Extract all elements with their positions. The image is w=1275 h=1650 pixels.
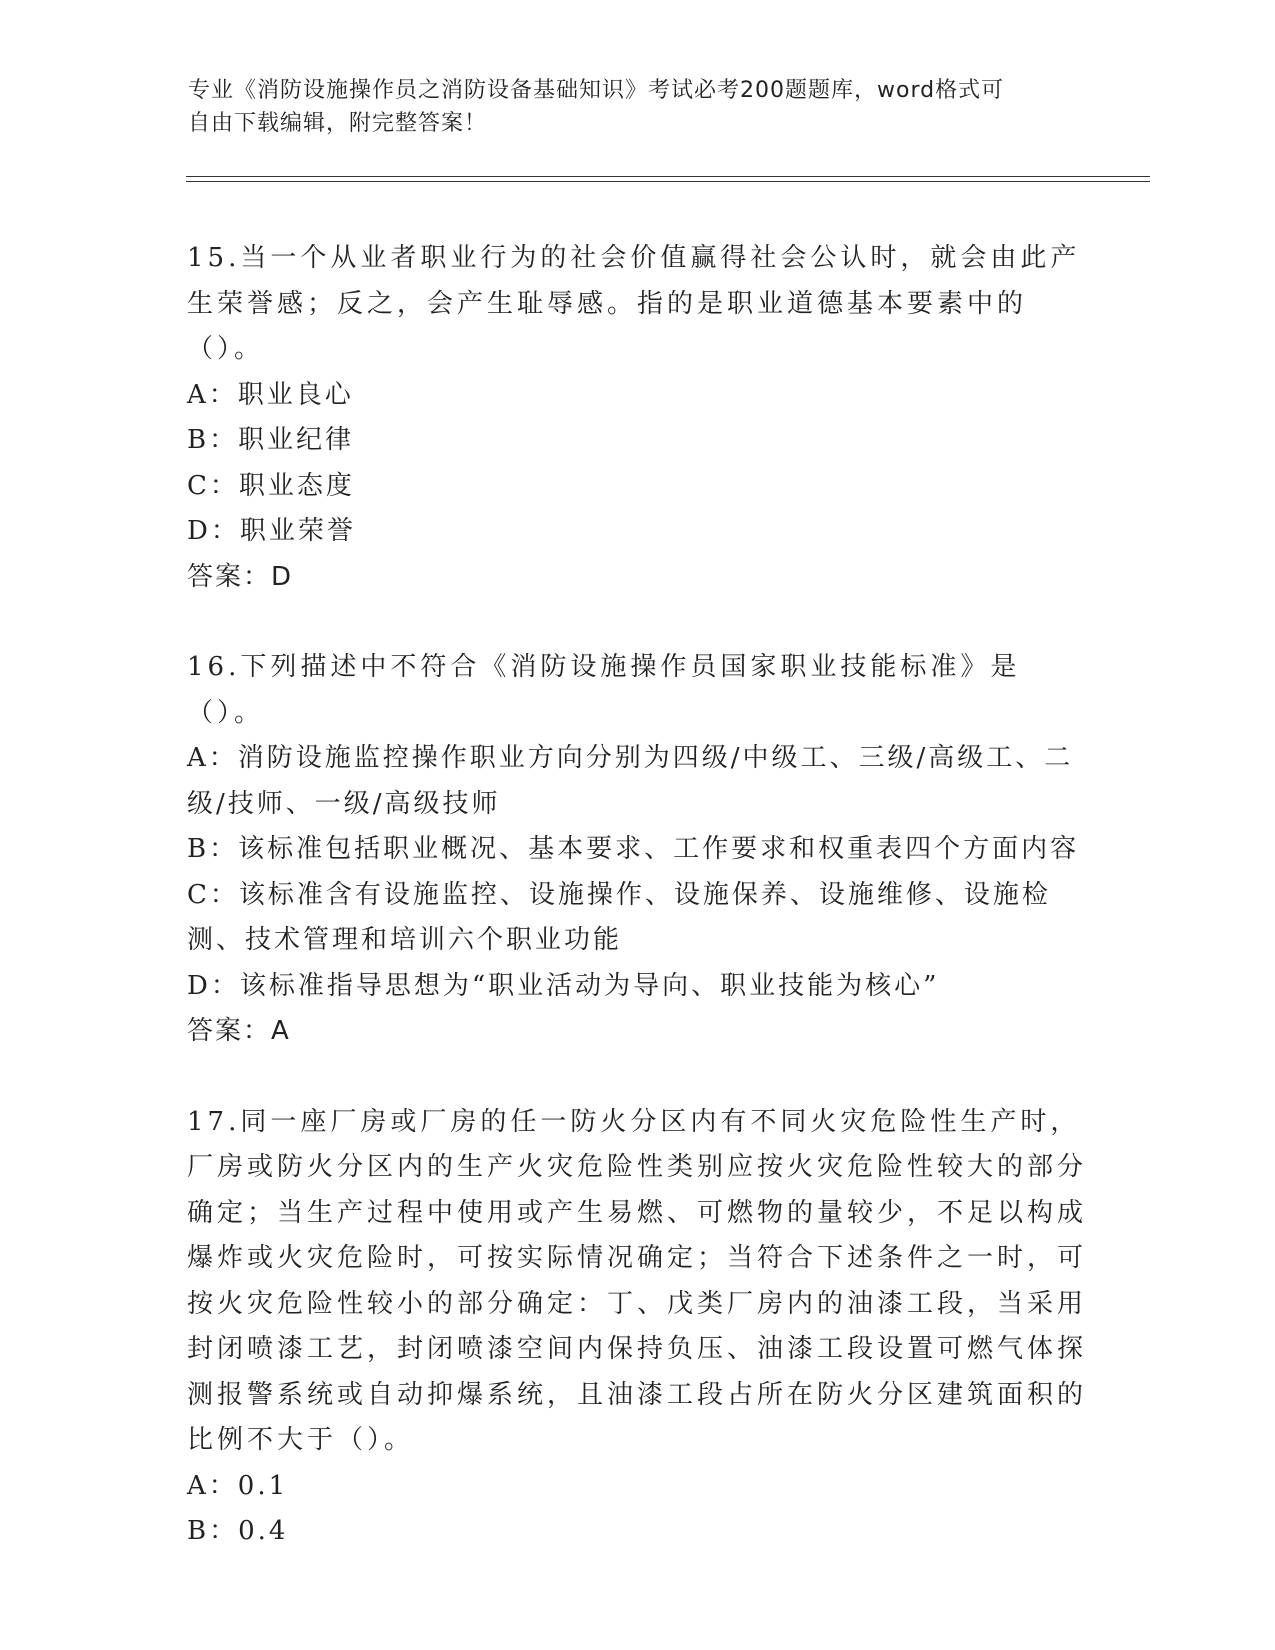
option-a: A：0.1 xyxy=(187,1470,289,1501)
question-text: 17.同一座厂房或厂房的任一防火分区内有不同火灾危险性生产时，厂房或防火分区内的生产火灾危险性类别应按火灾危险性较大的部分确定；当生产过程中使用或产生易燃、可燃物的量较少，不足以构成爆炸或火灾危险时，可按实际情况确定；当符合下述条件之一时，可按火灾危险性较小的部分确定：丁、戊类厂房内的油漆工段，当采用封闭喷漆工艺，封闭喷漆空间内保持负压、油漆工段设置可燃气体探测报警系统或自动抑爆系统，且油漆工段占所在防火分区建筑面积的比例不大于（）。 xyxy=(187,1106,1088,1455)
answer: 答案：A xyxy=(187,1016,291,1046)
question-17 xyxy=(187,1100,1087,1555)
document-header xyxy=(188,74,1068,140)
answer: 答案：D xyxy=(187,561,294,592)
header-line-1: 专业《消防设施操作员之消防设备基础知识》考试必考200题题库，word格式可 xyxy=(188,78,1005,103)
option-b: B：该标准包括职业概况、基本要求、工作要求和权重表四个方面内容 xyxy=(187,834,1080,864)
question-text: 16.下列描述中不符合《消防设施操作员国家职业技能标准》是（）。 xyxy=(187,652,1021,728)
option-d: D：该标准指导思想为“职业活动为导向、职业技能为核心” xyxy=(187,970,940,1001)
option-c: C：该标准含有设施监控、设施操作、设施保养、设施维修、设施检测、技术管理和培训六个职业功能 xyxy=(187,879,1051,955)
header-line-2: 自由下载编辑，附完整答案！ xyxy=(188,111,488,136)
question-15 xyxy=(187,236,1087,600)
option-c: C：职业态度 xyxy=(187,470,355,501)
question-list xyxy=(187,236,1087,1600)
option-a: A：职业良心 xyxy=(187,379,354,410)
header-divider-top xyxy=(186,176,1150,177)
question-16 xyxy=(187,645,1087,1055)
option-b: B：0.4 xyxy=(187,1516,289,1546)
option-a: A：消防设施监控操作职业方向分别为四级/中级工、三级/高级工、二级/技师、一级/高级技师 xyxy=(187,743,1074,819)
option-b: B：职业纪律 xyxy=(187,425,355,455)
option-d: D：职业荣誉 xyxy=(187,516,356,546)
header-divider-bottom xyxy=(186,181,1150,182)
question-text: 15.当一个从业者职业行为的社会价值赢得社会公认时，就会由此产生荣誉感；反之，会产生耻辱感。指的是职业道德基本要素中的（）。 xyxy=(187,243,1081,364)
